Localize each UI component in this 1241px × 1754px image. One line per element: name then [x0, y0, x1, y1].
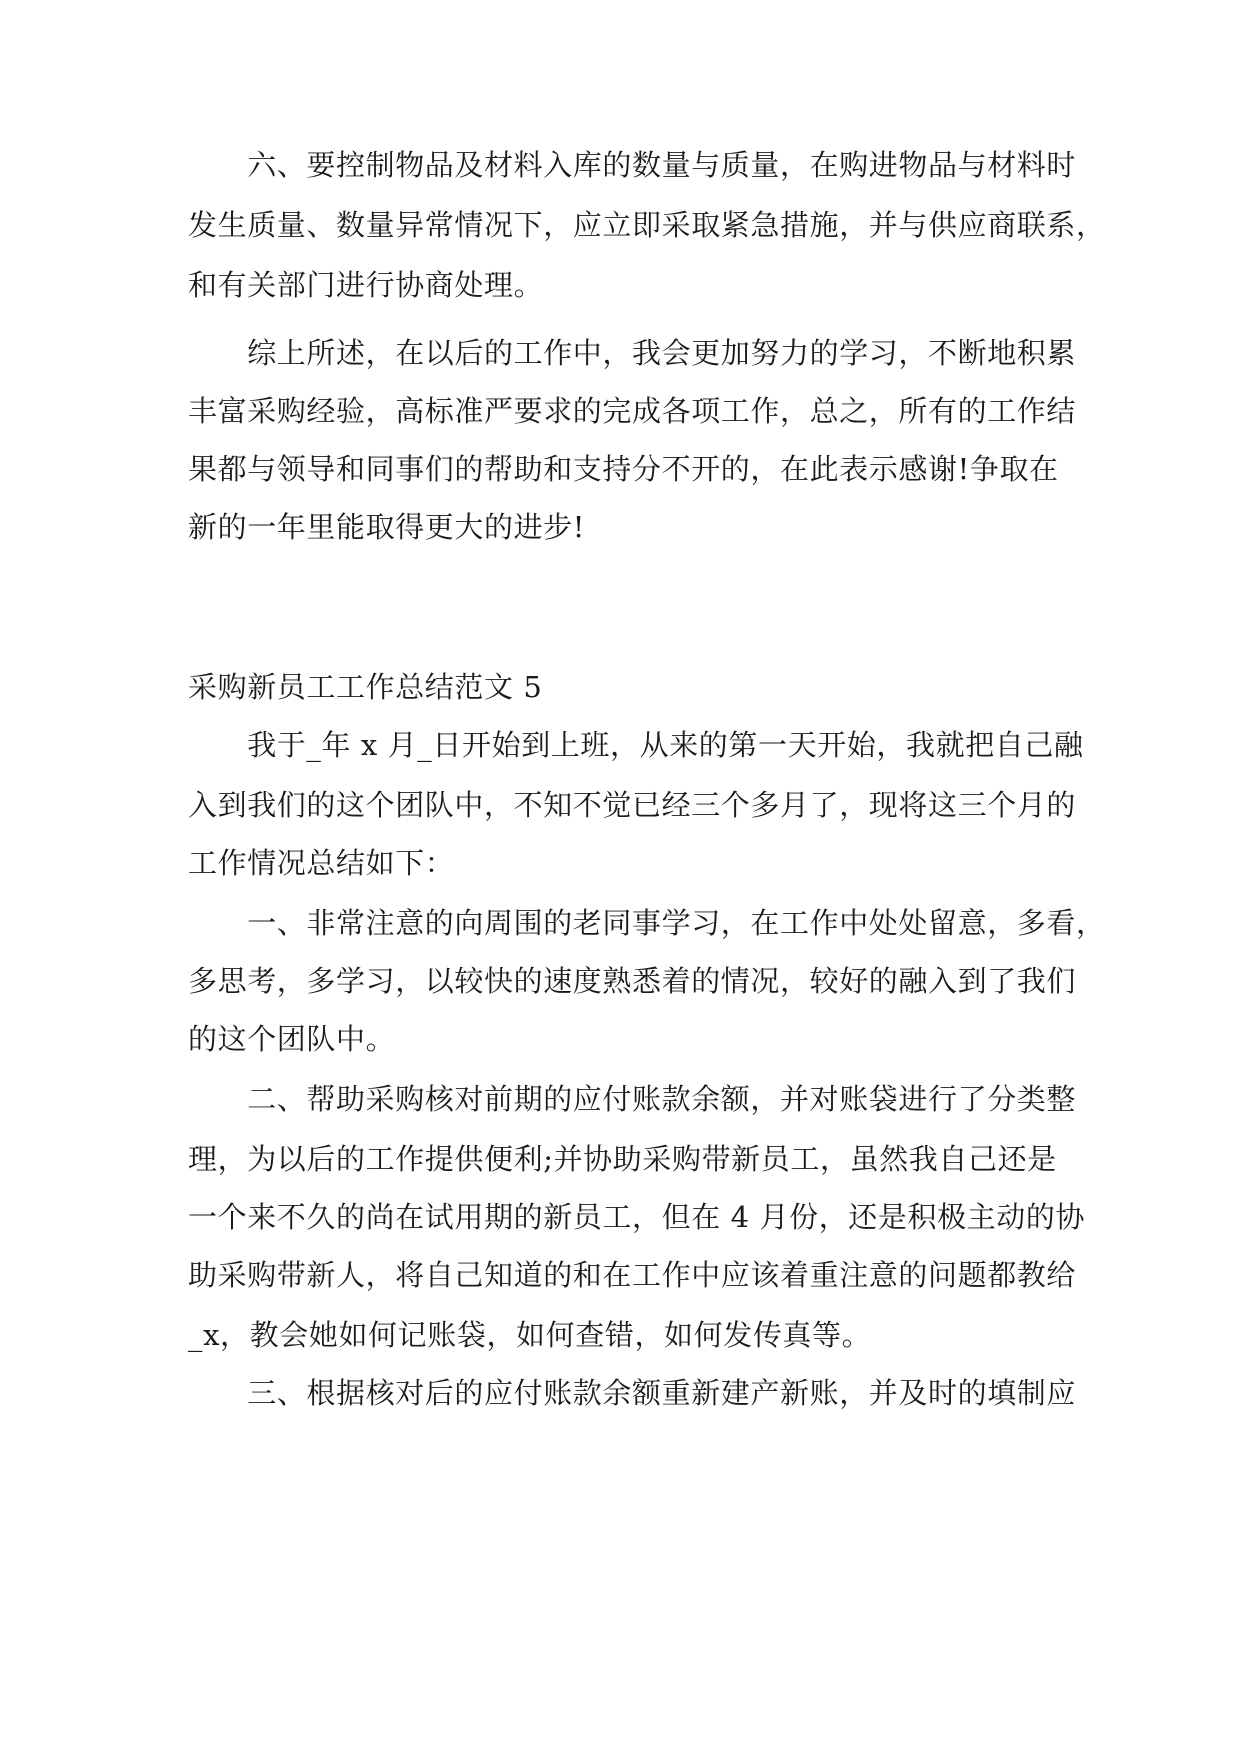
text-line: 一个来不久的尚在试用期的新员工，但在 4 月份，还是积极主动的协	[188, 1200, 1086, 1234]
text-line: 和有关部门进行协商处理。	[188, 268, 544, 302]
text-line: 三、根据核对后的应付账款余额重新建产新账，并及时的填制应	[188, 1376, 1077, 1410]
text-line: _x，教会她如何记账袋，如何查错，如何发传真等。	[188, 1318, 872, 1352]
text-line: 工作情况总结如下：	[188, 846, 455, 880]
text-line: 综上所述，在以后的工作中，我会更加努力的学习，不断地积累	[188, 336, 1077, 370]
text-line: 入到我们的这个团队中，不知不觉已经三个多月了，现将这三个月的	[188, 788, 1077, 822]
text-line: 多思考，多学习，以较快的速度熟悉着的情况，较好的融入到了我们	[188, 964, 1077, 998]
text-line: 助采购带新人，将自己知道的和在工作中应该着重注意的问题都教给	[188, 1258, 1077, 1292]
text-line: 一、非常注意的向周围的老同事学习，在工作中处处留意，多看，	[188, 906, 1106, 940]
text-line: 二、帮助采购核对前期的应付账款余额，并对账袋进行了分类整	[188, 1082, 1077, 1116]
text-line: 六、要控制物品及材料入库的数量与质量，在购进物品与材料时	[188, 148, 1077, 182]
text-line: 的这个团队中。	[188, 1022, 396, 1056]
text-line: 我于_年 x 月_日开始到上班，从来的第一天开始，我就把自己融	[188, 728, 1084, 762]
text-line: 发生质量、数量异常情况下，应立即采取紧急措施，并与供应商联系，	[188, 208, 1106, 242]
text-line: 果都与领导和同事们的帮助和支持分不开的，在此表示感谢!争取在	[188, 452, 1059, 486]
text-line: 新的一年里能取得更大的进步!	[188, 510, 586, 544]
text-line: 理，为以后的工作提供便利;并协助采购带新员工，虽然我自己还是	[188, 1142, 1057, 1176]
section-heading: 采购新员工工作总结范文 5	[188, 670, 543, 704]
text-line: 丰富采购经验，高标准严要求的完成各项工作，总之，所有的工作结	[188, 394, 1077, 428]
